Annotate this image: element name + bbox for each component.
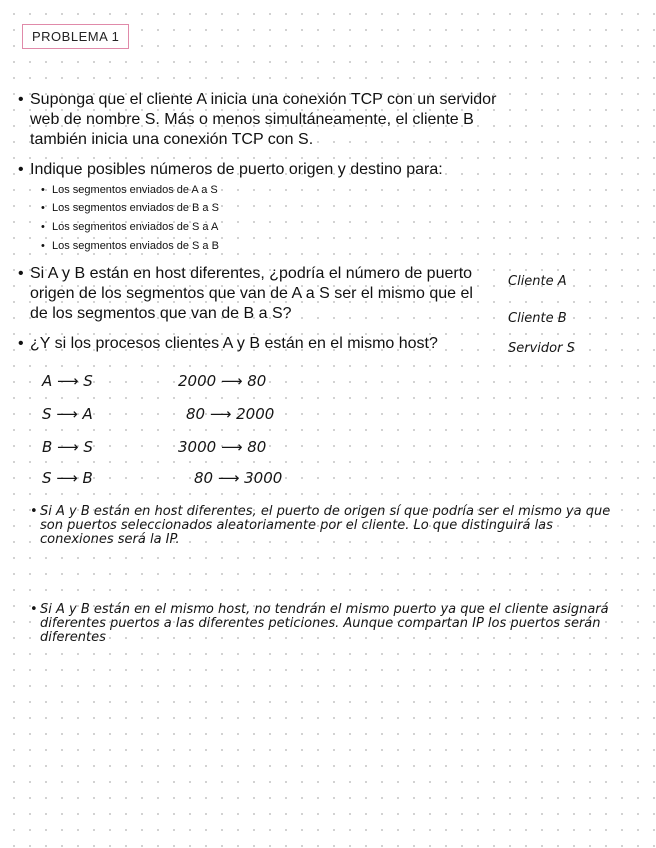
port-row-b-to-s bbox=[42, 438, 382, 458]
port-numbers: 80 ⟶ 2000 bbox=[186, 405, 275, 423]
port-row-s-to-b bbox=[42, 469, 382, 489]
port-numbers: 80 ⟶ 3000 bbox=[194, 469, 283, 487]
port-direction: A ⟶ S bbox=[42, 372, 93, 390]
bullet-problem-statement: • Suponga que el cliente A inicia una conexión TCP con un servidor web de nombre S. Más o menos simultáneamente, el cliente B también inicia una conexión TCP con S. bbox=[30, 90, 500, 150]
answer-same-host: • Si A y B están en el mismo host, no tendrán el mismo puerto ya que el cliente asignará diferentes puertos a las diferentes peticiones. Aunque compartan IP los puertos serán diferentes bbox=[40, 603, 630, 645]
bullet-port-question: • Indique posibles números de puerto origen y destino para: bbox=[30, 160, 500, 180]
port-direction: S ⟶ B bbox=[42, 469, 93, 487]
note-servidor-s: Servidor S bbox=[508, 341, 575, 356]
port-direction: B ⟶ S bbox=[42, 438, 93, 456]
sub-bullet-a-to-s: • Los segmentos enviados de A a S bbox=[52, 181, 218, 199]
port-row-s-to-a bbox=[42, 405, 382, 425]
sub-bullet-b-to-s: • Los segmentos enviados de B a S bbox=[52, 199, 219, 217]
note-cliente-b: Cliente B bbox=[508, 311, 567, 326]
port-row-a-to-s bbox=[42, 372, 382, 392]
sub-bullet-s-to-b: • Los segmentos enviados de S a B bbox=[52, 237, 219, 255]
bullet-same-host-question: • ¿Y si los procesos clientes A y B están en el mismo host? bbox=[30, 334, 490, 354]
sub-bullet-s-to-a: • Los segmentos enviados de S a A bbox=[52, 218, 218, 236]
page-title: PROBLEMA 1 bbox=[22, 24, 129, 49]
answer-different-hosts: • Si A y B están en host diferentes, el puerto de origen sí que podría ser el mismo ya que son puertos seleccionados aleatoriamente por el cliente. Lo que distinguirá las conexiones será la IP. bbox=[40, 505, 630, 547]
bullet-different-hosts-question: • Si A y B están en host diferentes, ¿podría el número de puerto origen de los segmentos que van de A a S ser el mismo que el de los segmentos que van de B a S? bbox=[30, 264, 480, 324]
port-numbers: 3000 ⟶ 80 bbox=[178, 438, 267, 456]
port-direction: S ⟶ A bbox=[42, 405, 93, 423]
port-numbers: 2000 ⟶ 80 bbox=[178, 372, 267, 390]
note-cliente-a: Cliente A bbox=[508, 274, 567, 289]
